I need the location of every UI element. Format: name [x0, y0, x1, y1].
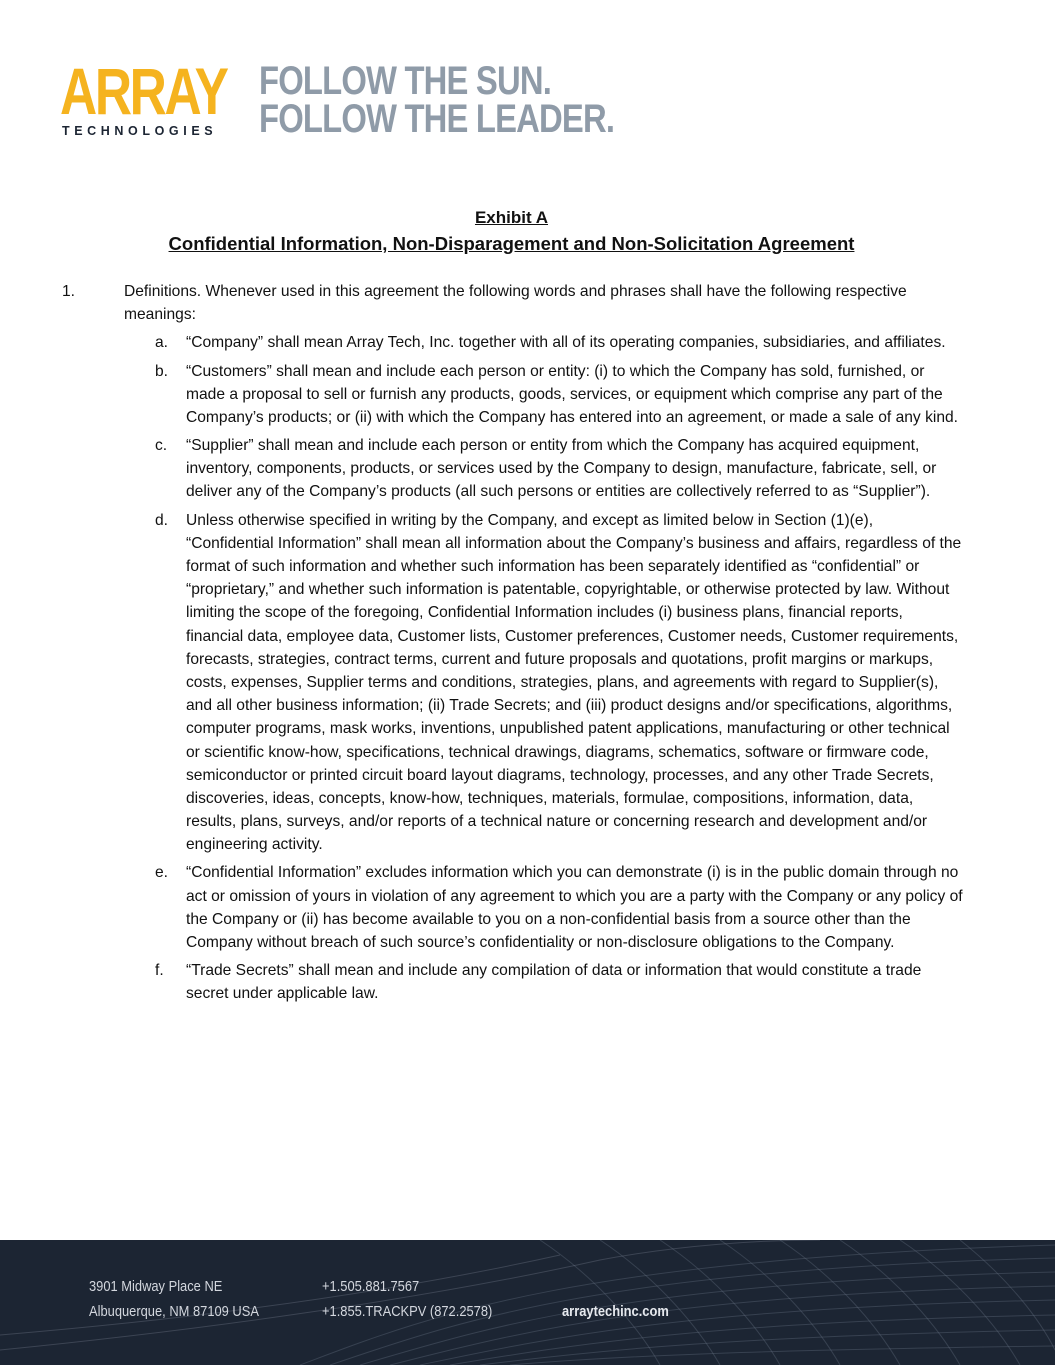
- footer-website-link[interactable]: arraytechinc.com: [562, 1303, 669, 1320]
- tagline-line-2: FOLLOW THE LEADER.: [259, 97, 615, 141]
- definition-list: [0, 331, 1055, 1005]
- footer-address-line-2: Albuquerque, NM 87109 USA: [89, 1303, 259, 1320]
- item-letter: d.: [155, 511, 169, 529]
- definition-item: [0, 360, 1055, 430]
- section-number: 1.: [62, 283, 76, 300]
- section-text: Definitions. Whenever used in this agreement the following words and phrases shall have the following respective meanings:: [124, 283, 907, 324]
- definition-item: [0, 434, 1055, 504]
- definition-item: [0, 509, 1055, 857]
- item-letter: a.: [155, 334, 169, 352]
- footer-address-line-1: 3901 Midway Place NE: [89, 1278, 223, 1295]
- footer-phone-2: +1.855.TRACKPV (872.2578): [322, 1303, 493, 1320]
- item-text: “Trade Secrets” shall mean and include any compilation of data or information that would constitute a trade secret under applicable law.: [186, 962, 922, 1003]
- document-title: Confidential Information, Non-Disparagement and Non-Solicitation Agreement: [168, 233, 855, 254]
- item-text: Unless otherwise specified in writing by the Company, and except as limited below in Section (1)(e), “Confidential Information” shall mean all information about the Company’s business and affairs, regardless of the format of such information and whether such information has been separately identified as “confidential” or “proprietary,” and whether such information is patentable, copyrightable, or otherwise protected by law. Without limiting the scope of the foregoing, Confidential Information includes (i) business plans, financial reports, financial data, employee data, Customer lists, Customer preferences, Customer needs, Customer requirements, forecasts, strategies, contract terms, current and future proposals and quotations, profit margins or markups, costs, expenses, Supplier terms and conditions, strategies, plans, and agreements with regard to Supplier(s), and all other business information; (ii) Trade Secrets; and (iii) product designs and/or specifications, algorithms, computer programs, mask works, inventions, unpublished patent applications, manufacturing or other technical or scientific know-how, specifications, technical drawings, diagrams, schematics, software or firmware code, semiconductor or printed circuit board layout diagrams, technology, processes, and any other Trade Secrets, discoveries, ideas, concepts, know-how, techniques, materials, formulae, compositions, information, data, results, plans, surveys, and/or reports of a technical nature or concerning research and development and/or engineering activity.: [186, 511, 962, 854]
- definition-item: [0, 959, 1055, 1005]
- definition-item: [0, 331, 1055, 354]
- item-letter: e.: [155, 864, 169, 882]
- document-body: [0, 280, 1055, 1010]
- logo-wordmark: ARRAY: [60, 54, 227, 128]
- footer-phone-1: +1.505.881.7567: [322, 1278, 420, 1295]
- exhibit-heading: Exhibit A: [474, 208, 549, 227]
- item-text: “Customers” shall mean and include each person or entity: (i) to which the Company has sold, furnished, or made a proposal to sell or furnish any products, goods, services, or equipment which comprise any part of the Company’s products; or (ii) with which the Company has entered into an agreement, or made a sale of any kind.: [186, 362, 959, 426]
- item-letter: f.: [155, 962, 164, 980]
- tagline-line-1: FOLLOW THE SUN.: [259, 59, 551, 103]
- tagline: [259, 59, 615, 141]
- item-letter: b.: [155, 362, 169, 380]
- definition-item: [0, 861, 1055, 954]
- logo-subtitle: TECHNOLOGIES: [62, 124, 218, 138]
- item-text: “Supplier” shall mean and include each person or entity from which the Company has acquired equipment, inventory, components, products, or services used by the Company to design, manufacture, fabricate, sell, or deliver any of the Company’s products (all such persons or entities are collectively referred to as “Supplier”).: [186, 437, 937, 501]
- item-text: “Confidential Information” excludes information which you can demonstrate (i) is in the public domain through no act or omission of yours in violation of any agreement to which you are a party with the Company or any policy of the Company or (ii) has become available to you on a non-confidential basis from a source other than the Company without breach of such source’s confidentiality or non-disclosure obligations to the Company.: [186, 864, 963, 952]
- section-definitions: [0, 280, 1055, 326]
- item-letter: c.: [155, 437, 168, 454]
- item-text: “Company” shall mean Array Tech, Inc. together with all of its operating companies, subsidiaries, and affiliates.: [186, 334, 946, 352]
- page-footer: [0, 1240, 1055, 1365]
